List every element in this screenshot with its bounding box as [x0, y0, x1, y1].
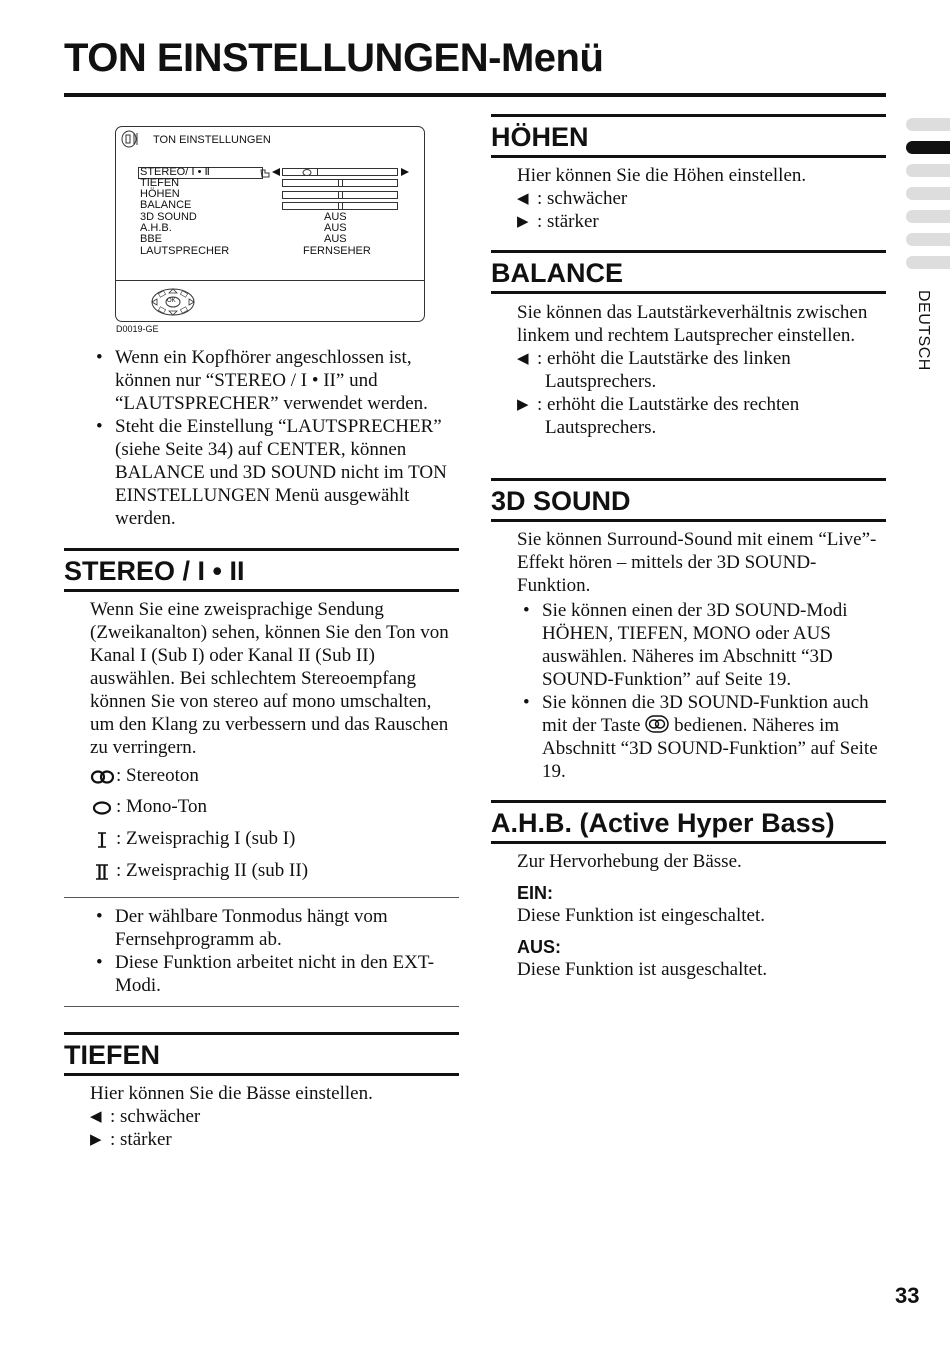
arrow-text: : schwächer: [110, 1106, 201, 1127]
bullet-text: bedienen. Näheres im Abschnitt “3D SOUND-Funktion” auf Seite 19.: [542, 715, 878, 782]
side-tab: [906, 210, 950, 223]
arrow-text: : erhöht die Lautstärke des rechten: [537, 394, 800, 415]
list-item: • Der wählbare Tonmodus hängt vom Fernsehprogramm ab.: [90, 905, 458, 951]
3d-sound-button-icon: [645, 715, 669, 733]
mode-row: [90, 764, 199, 786]
balance-text: Sie können das Lautstärkeverhältnis zwischen linkem und rechtem Lautsprecher einstellen.: [517, 302, 868, 346]
ahb-on-label: EIN:: [517, 883, 553, 903]
side-tab-active: [906, 141, 950, 154]
value-bbe: AUS: [324, 233, 347, 245]
arrow-left-icon: ◀: [90, 1107, 102, 1125]
arrow-left-icon: ◀: [517, 349, 529, 367]
bullet-text: Sie können die 3D SOUND-Funktion auch mit der Taste: [542, 692, 869, 736]
image-code: D0019-GE: [116, 324, 159, 334]
balance-body: [517, 301, 885, 439]
menu-item-balance: BALANCE: [140, 199, 192, 211]
menu-item-3dsound: 3D SOUND: [140, 211, 197, 223]
title-rule: [64, 93, 886, 97]
page-title: TON EINSTELLUNGEN-Menü: [64, 36, 604, 80]
menu-item-bbe: BBE: [140, 233, 163, 245]
arrow-line: [517, 210, 885, 233]
speaker-icon: [121, 130, 143, 148]
ahb-body: [517, 850, 885, 981]
side-tab: [906, 164, 950, 177]
value-speaker: FERNSEHER: [303, 245, 371, 257]
arrow-text: : stärker: [110, 1129, 172, 1150]
arrow-line: [517, 347, 885, 370]
mono-icon: [302, 169, 312, 176]
sound3d-notes: [517, 599, 885, 783]
menu-item-tiefen: TIEFEN: [140, 177, 180, 189]
hoehen-body: [517, 164, 885, 233]
side-tab: [906, 187, 950, 200]
mode-text: : Zweisprachig II (sub II): [116, 860, 309, 881]
arrow-line: [517, 393, 885, 416]
arrow-line: [90, 1128, 458, 1151]
list-item: [517, 691, 885, 783]
value-ahb: AUS: [324, 222, 347, 234]
tiefen-body: [90, 1082, 458, 1151]
hoehen-heading: HÖHEN: [491, 114, 886, 158]
stereo-text: Wenn Sie eine zweisprachige Sendung (Zweikanalton) sehen, können Sie den Ton von Kanal I (Sub I) oder Kanal II (Sub II) auswählen. Bei schlechtem Stereoempfang können Sie von stereo auf mono umschalten, um den Klang zu verbessern und das Rauschen zu verringern.: [90, 599, 449, 758]
list-item: • Diese Funktion arbeitet nicht in den EXT-Modi.: [90, 951, 458, 997]
mode-row: [90, 827, 295, 849]
sound3d-heading: 3D SOUND: [491, 478, 886, 522]
arrow-text: : stärker: [537, 211, 599, 232]
stereo-selector-bar: [282, 168, 398, 176]
menu-screen-illustration: [115, 126, 425, 322]
hand-cursor-icon: [259, 168, 271, 178]
arrow-left-icon: ◀: [517, 189, 529, 207]
stereo-notes: [90, 905, 458, 997]
arrow-text-cont: Lautsprechers.: [545, 371, 657, 392]
mode-row: [90, 859, 308, 881]
list-item: • Wenn ein Kopfhörer angeschlossen ist, können nur “STEREO / I • II” und “LAUTSPRECHER” verwendet werden.: [90, 346, 458, 415]
arrow-text: : schwächer: [537, 188, 628, 209]
mono-icon: [90, 798, 116, 818]
ahb-on-text: Diese Funktion ist eingeschaltet.: [517, 905, 766, 926]
sub2-icon: [90, 862, 116, 882]
arrow-right-icon: ▶: [90, 1130, 102, 1148]
mode-row: [90, 795, 207, 817]
arrow-line: [517, 187, 885, 210]
page-number: 33: [895, 1283, 920, 1308]
mode-text: : Stereoton: [116, 765, 199, 786]
language-label: DEUTSCH: [915, 290, 932, 371]
stereo-heading: STEREO / I • II: [64, 548, 459, 592]
mode-text: : Mono-Ton: [116, 796, 208, 817]
sound3d-text: Sie können Surround-Sound mit einem “Live”-Effekt hören – mittels der 3D SOUND-Funktion.: [517, 529, 877, 596]
menu-title: TON EINSTELLUNGEN: [153, 134, 271, 146]
balance-slider: [282, 202, 398, 210]
menu-item-hoehen: HÖHEN: [140, 188, 180, 200]
ahb-heading: A.H.B. (Active Hyper Bass): [491, 800, 886, 844]
list-item: • Sie können einen der 3D SOUND-Modi HÖHEN, TIEFEN, MONO oder AUS auswählen. Näheres im Abschnitt “3D SOUND-Funktion” auf Seite 19.: [517, 599, 885, 691]
ahb-text: Zur Hervorhebung der Bässe.: [517, 851, 742, 872]
tiefen-slider: [282, 179, 398, 187]
arrow-right-icon: ▶: [517, 212, 529, 230]
tiefen-text: Hier können Sie die Bässe einstellen.: [90, 1083, 373, 1104]
arrow-right-icon: [400, 167, 410, 177]
mode-text: : Zweisprachig I (sub I): [116, 828, 296, 849]
side-tab: [906, 118, 950, 131]
ok-label: OK: [167, 298, 176, 304]
divider: [64, 1006, 459, 1007]
intro-notes: [90, 346, 458, 530]
arrow-line: [90, 1105, 458, 1128]
balance-heading: BALANCE: [491, 250, 886, 294]
stereo-icon: [90, 767, 116, 787]
arrow-right-icon: ▶: [517, 395, 529, 413]
ahb-off-text: Diese Funktion ist ausgeschaltet.: [517, 959, 768, 980]
hoehen-slider: [282, 191, 398, 199]
side-tab: [906, 256, 950, 269]
tiefen-heading: TIEFEN: [64, 1032, 459, 1076]
list-item: • Steht die Einstellung “LAUTSPRECHER” (siehe Seite 34) auf CENTER, können BALANCE und 3D SOUND nicht im TON EINSTELLUNGEN Menü ausgewählt werden.: [90, 415, 458, 530]
sound3d-body: [517, 528, 885, 783]
menu-item-stereo: STEREO/ Ⅰ • Ⅱ: [140, 166, 210, 178]
arrow-text: : erhöht die Lautstärke des linken: [537, 348, 791, 369]
value-3dsound: AUS: [324, 211, 347, 223]
hoehen-text: Hier können Sie die Höhen einstellen.: [517, 165, 807, 186]
menu-item-speaker: LAUTSPRECHER: [140, 245, 230, 257]
menu-item-ahb: A.H.B.: [140, 222, 172, 234]
ahb-off-label: AUS:: [517, 937, 561, 957]
divider: [64, 897, 459, 898]
arrow-text-cont: Lautsprechers.: [545, 417, 657, 438]
arrow-left-icon: [271, 167, 281, 177]
sub1-icon: [90, 830, 116, 850]
side-tab: [906, 233, 950, 246]
